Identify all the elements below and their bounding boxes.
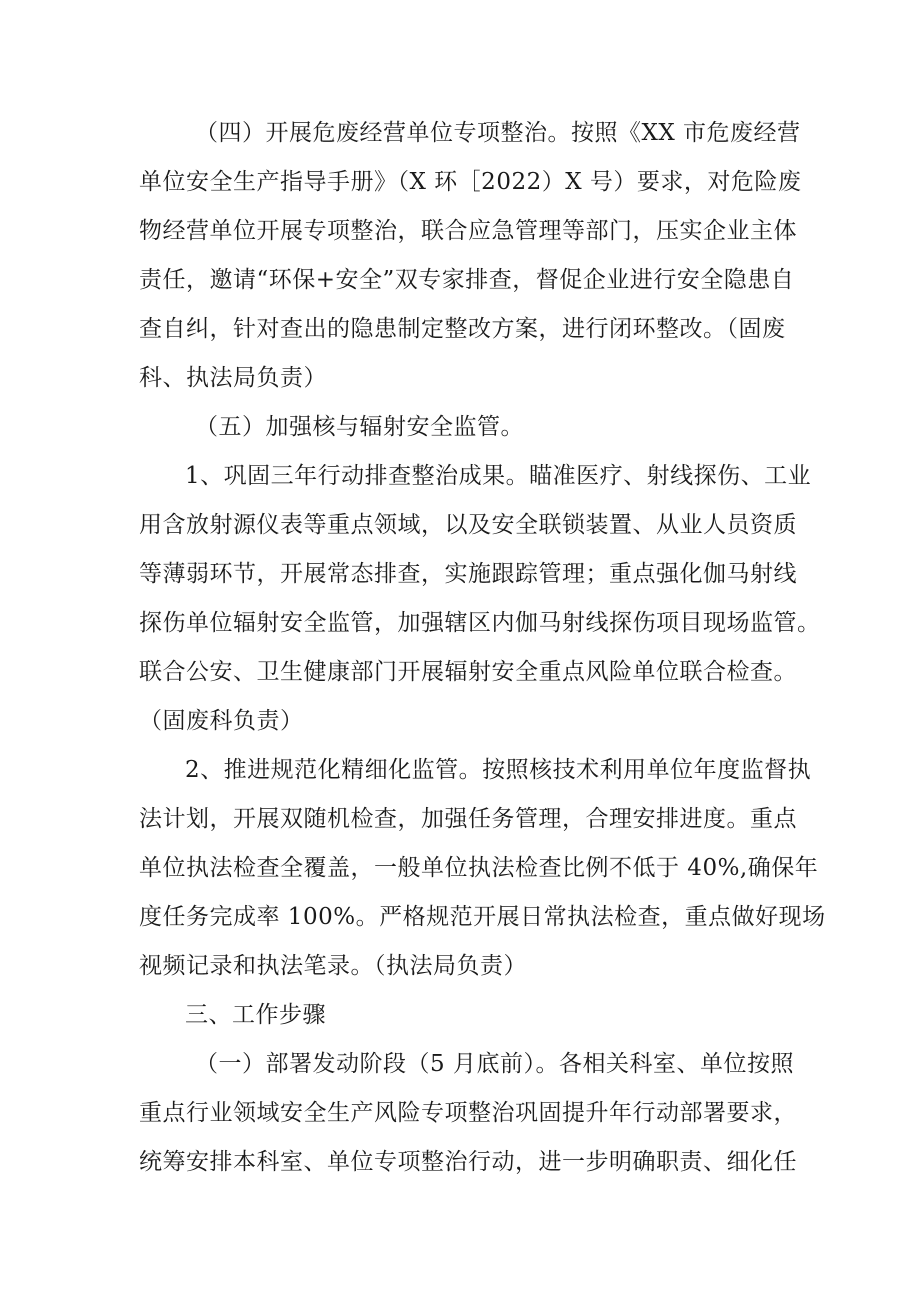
- paragraph-line: （固废科负责）: [139, 708, 304, 734]
- paragraph-line: 统筹安排本科室、单位专项整治行动，进一步明确职责、细化任: [139, 1149, 797, 1175]
- paragraph-line: 联合公安、卫生健康部门开展辐射安全重点风险单位联合检查。: [139, 659, 797, 685]
- paragraph-line: 1、巩固三年行动排查整治成果。瞄准医疗、射线探伤、工业: [185, 463, 812, 489]
- paragraph-line: 单位执法检查全覆盖，一般单位执法检查比例不低于 40%,确保年: [139, 855, 819, 881]
- paragraph-line: 单位安全生产指导手册》（X 环［2022）X 号）要求，对危险废: [139, 169, 802, 195]
- paragraph-line: 度任务完成率 100%。严格规范开展日常执法检查，重点做好现场: [139, 904, 826, 930]
- paragraph-line: 科、执法局负责）: [139, 365, 327, 391]
- paragraph-line: 责任，邀请“环保+安全”双专家排查，督促企业进行安全隐患自: [139, 267, 795, 293]
- section-heading: （五）加强核与辐射安全监管。: [195, 414, 524, 440]
- paragraph-line: （四）开展危废经营单位专项整治。按照《XX 市危废经营: [195, 120, 801, 146]
- paragraph-line: 等薄弱环节，开展常态排查，实施跟踪管理；重点强化伽马射线: [139, 561, 797, 587]
- paragraph-line: 重点行业领域安全生产风险专项整治巩固提升年行动部署要求，: [139, 1100, 797, 1126]
- paragraph-line: 2、推进规范化精细化监管。按照核技术利用单位年度监督执: [185, 757, 812, 783]
- paragraph-line: 视频记录和执法笔录。（执法局负责）: [139, 953, 527, 979]
- section-heading: 三、工作步骤: [185, 1002, 326, 1028]
- paragraph-line: （一）部署发动阶段（5 月底前）。各相关科室、单位按照: [195, 1051, 794, 1077]
- paragraph-line: 物经营单位开展专项整治，联合应急管理等部门，压实企业主体: [139, 218, 797, 244]
- paragraph-line: 法计划，开展双随机检查，加强任务管理，合理安排进度。重点: [139, 806, 797, 832]
- paragraph-line: 探伤单位辐射安全监管，加强辖区内伽马射线探伤项目现场监管。: [139, 610, 821, 636]
- paragraph-line: 用含放射源仪表等重点领域，以及安全联锁装置、从业人员资质: [139, 512, 797, 538]
- paragraph-line: 查自纠，针对查出的隐患制定整改方案，进行闭环整改。（固废: [139, 316, 786, 342]
